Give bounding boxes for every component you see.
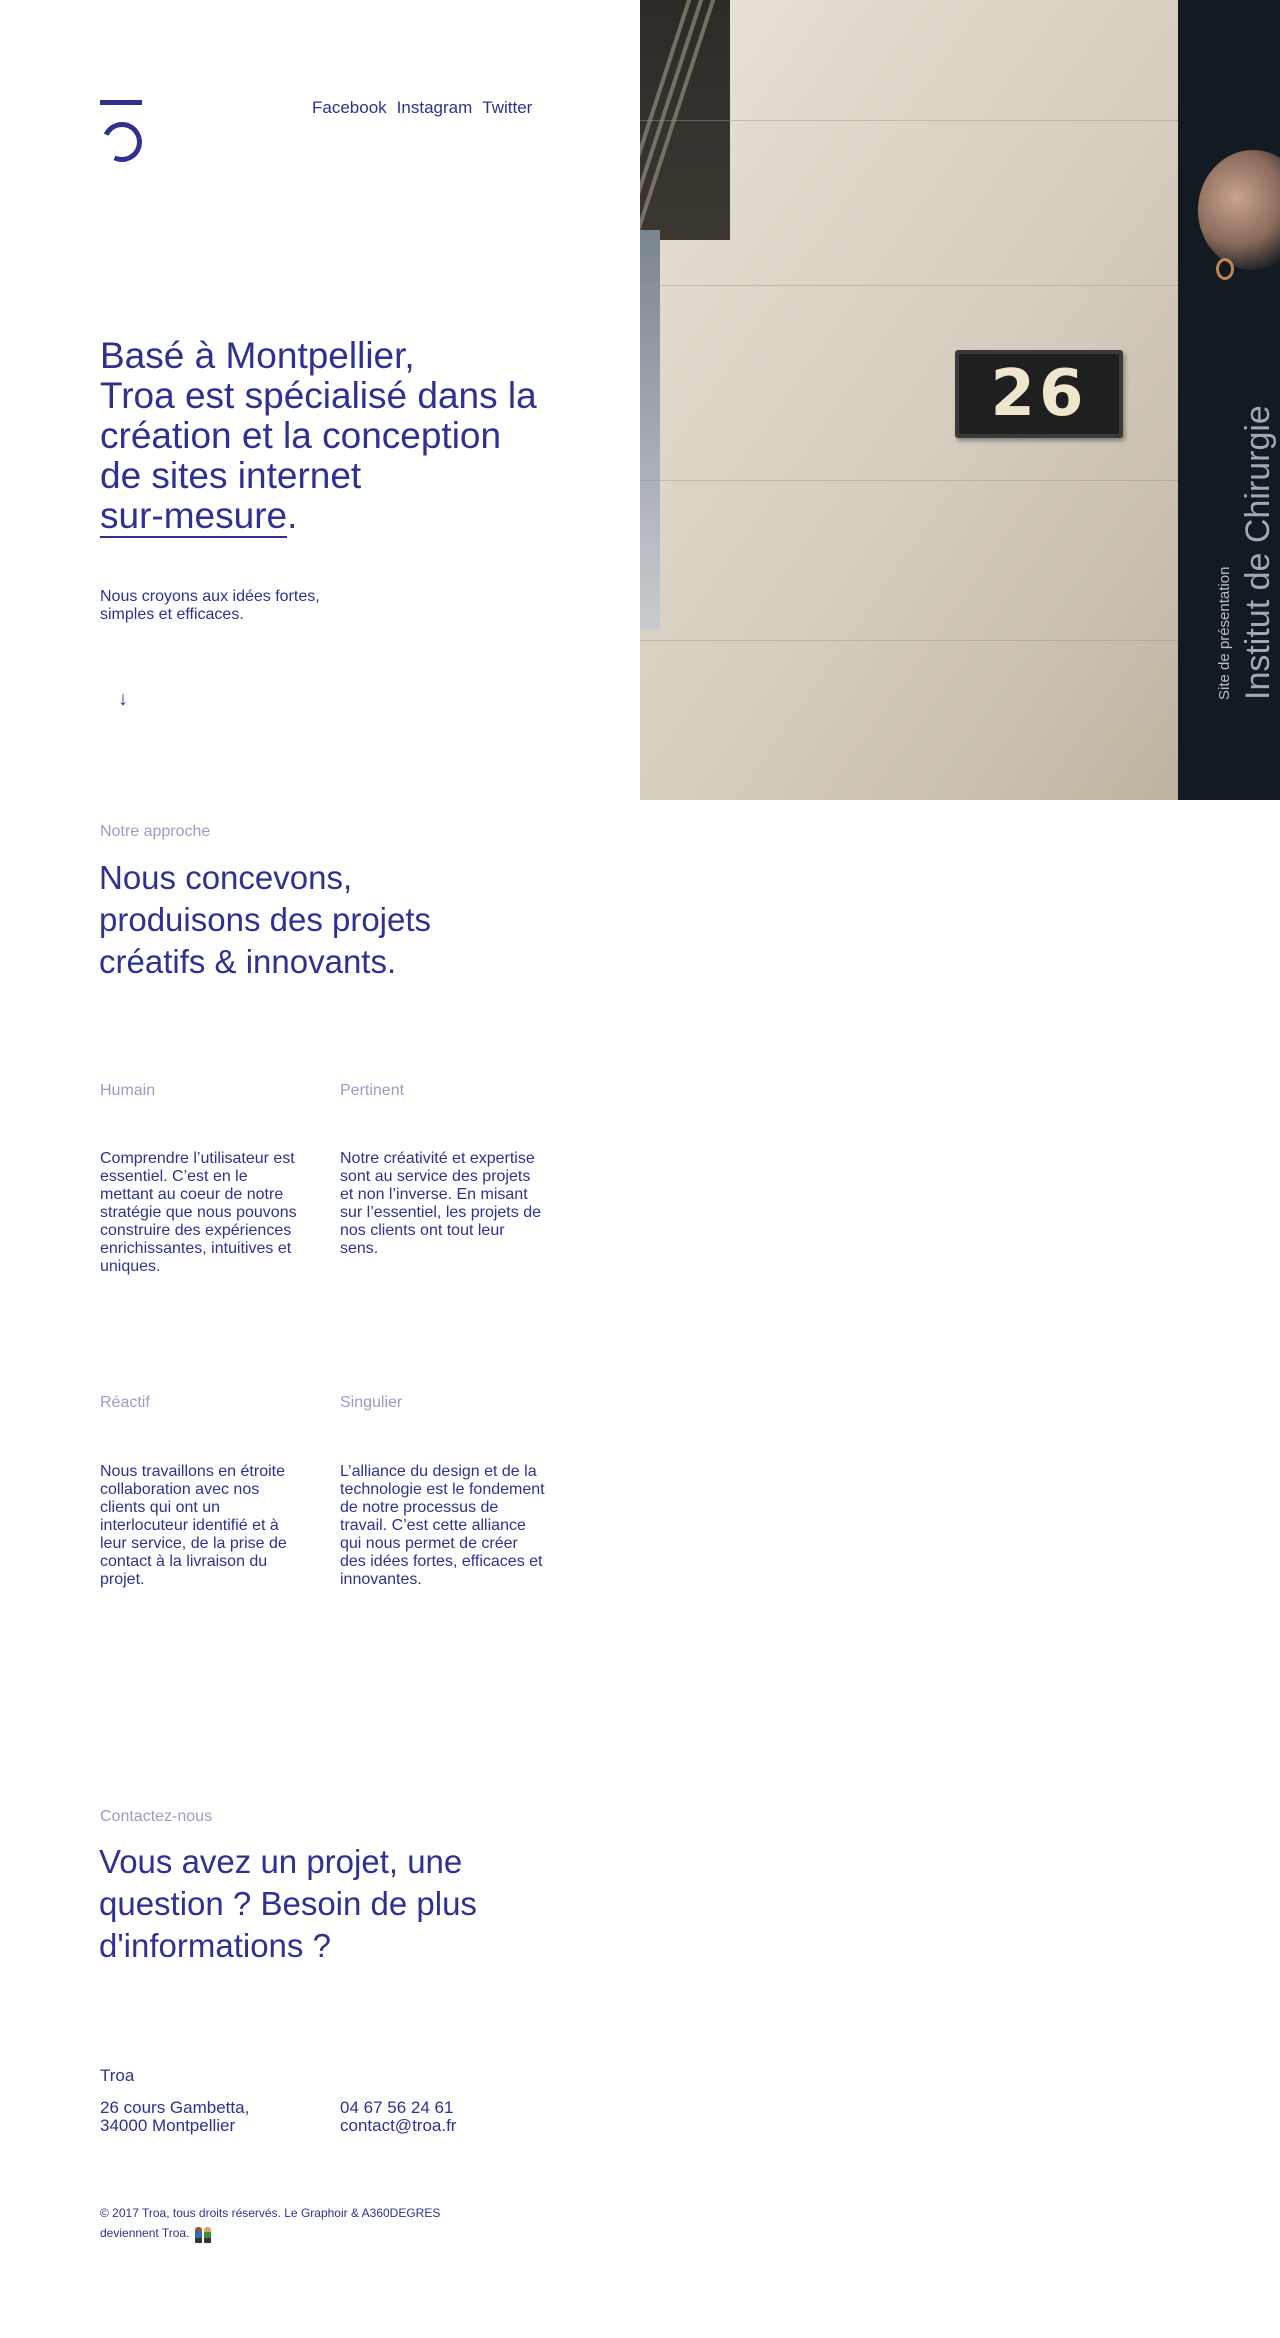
twitter-link[interactable]: Twitter — [482, 98, 533, 117]
contact-title-line: question ? Besoin de plus — [99, 1885, 477, 1922]
project-caption[interactable] — [1216, 405, 1278, 700]
hero-title — [100, 336, 560, 536]
approach-title-line: Nous concevons, — [99, 859, 353, 896]
hero-title-line: Basé à Montpellier, — [100, 335, 415, 376]
hero-title-line: création et la conception — [100, 415, 502, 456]
contact-company-name: Troa — [100, 2066, 135, 2085]
phone-link[interactable]: 04 67 56 24 61 — [340, 2098, 454, 2117]
project-caption-type: Site de présentation — [1216, 566, 1233, 700]
contact-title-line: d'informations ? — [99, 1927, 331, 1964]
scroll-down-arrow-icon[interactable]: ↓ — [118, 688, 128, 710]
approach-title-line: créatifs & innovants. — [99, 943, 397, 980]
hero-subtitle: Nous croyons aux idées fortes, simples et efficaces. — [100, 588, 320, 623]
earring — [1216, 258, 1234, 280]
portrait — [1198, 150, 1280, 270]
contact-title — [99, 1841, 477, 1967]
contact-details — [340, 2099, 456, 2135]
facebook-link[interactable]: Facebook — [312, 98, 387, 117]
people-emoji-icon — [193, 2225, 213, 2243]
hero-title-line: de sites internet — [100, 455, 362, 496]
value-text-singulier: L’alliance du design et de la technologie est le fondement de notre processus de travail. C’est cette alliance qui nous permet de créer des idées fortes, efficaces et innovantes. — [340, 1463, 545, 1588]
plate-number: 26 — [990, 357, 1088, 431]
troa-logo[interactable] — [100, 100, 142, 162]
hero-title-underlined: sur-mesure — [100, 495, 288, 536]
photo-shadow — [640, 230, 660, 630]
contact-address: 26 cours Gambetta, 34000 Montpellier — [100, 2098, 250, 2135]
footer-copyright: © 2017 Troa, tous droits réservés. Le Graphoir & A360DEGRES deviennent Troa. — [100, 2206, 441, 2240]
instagram-link[interactable]: Instagram — [396, 98, 473, 117]
email-link[interactable]: contact@troa.fr — [340, 2116, 457, 2135]
footer — [100, 2203, 480, 2243]
logo-hook — [96, 116, 147, 167]
social-nav — [312, 98, 532, 118]
project-photo[interactable] — [640, 0, 1178, 800]
approach-label: Notre approche — [100, 823, 211, 840]
value-text-reactif: Nous travaillons en étroite collaboration avec nos clients qui ont un interlocuteur identifié et à leur service, de la prise de contact à la livraison du projet. — [100, 1463, 287, 1588]
approach-title-line: produisons des projets — [99, 901, 432, 938]
value-title-pertinent: Pertinent — [340, 1082, 405, 1099]
value-title-humain: Humain — [100, 1082, 156, 1099]
number-plate — [955, 350, 1123, 438]
photo-course — [640, 640, 1178, 641]
photo-course — [640, 285, 1178, 286]
photo-course — [640, 120, 1178, 121]
contact-label: Contactez-nous — [100, 1808, 213, 1825]
value-title-reactif: Réactif — [100, 1394, 150, 1411]
photo-course — [640, 480, 1178, 481]
value-text-humain: Comprendre l’utilisateur est essentiel. C’est en le mettant au coeur de notre stratégie que nous pouvons construire des expériences enrichissantes, intuitives et uniques. — [100, 1150, 297, 1275]
logo-bar — [100, 100, 142, 105]
hero-title-line: Troa est spécialisé dans la — [100, 375, 537, 416]
hero-title-end: . — [287, 495, 298, 536]
project-caption-title: Institut de Chirurgie — [1239, 405, 1277, 700]
value-title-singulier: Singulier — [340, 1394, 403, 1411]
approach-title — [99, 857, 431, 983]
contact-title-line: Vous avez un projet, une — [99, 1843, 463, 1880]
value-text-pertinent: Notre créativité et expertise sont au service des projets et non l’inverse. En misant sur l’essentiel, les projets de nos clients ont tout leur sens. — [340, 1150, 541, 1257]
